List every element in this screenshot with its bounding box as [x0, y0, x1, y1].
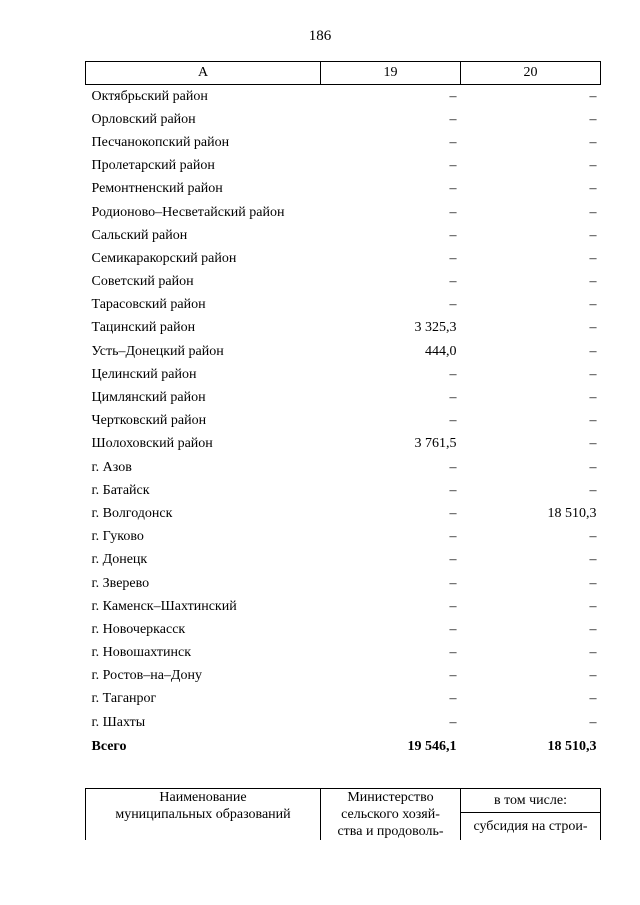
municipality-name: Целинский район	[91, 366, 197, 382]
table-row	[86, 665, 601, 688]
value-col-19: –	[449, 250, 457, 266]
municipality-name: г. Донецк	[91, 552, 148, 568]
value-col-19: –	[449, 482, 457, 498]
value-col-19: –	[449, 459, 457, 475]
municipality-name: Октябрьский район	[91, 88, 208, 104]
table-row	[86, 549, 601, 572]
value-col-20: –	[589, 111, 597, 127]
value-col-19: 3 761,5	[414, 436, 457, 452]
table-row	[86, 224, 601, 247]
table-row	[86, 618, 601, 641]
value-col-20: –	[589, 88, 597, 104]
value-col-20: –	[589, 181, 597, 197]
value-col-20: –	[589, 158, 597, 174]
table-row	[86, 595, 601, 618]
value-col-19: –	[449, 274, 457, 290]
table-row	[86, 340, 601, 363]
value-col-19: –	[449, 598, 457, 614]
value-col-19: –	[449, 691, 457, 707]
municipality-name: г. Батайск	[91, 482, 150, 498]
allocation-table	[85, 61, 601, 760]
municipality-name: Усть–Донецкий район	[91, 343, 224, 359]
value-col-19: 3 325,3	[414, 320, 457, 336]
table-row	[86, 247, 601, 270]
table-row	[86, 502, 601, 525]
value-col-19: –	[449, 621, 457, 637]
municipality-name: Пролетарский район	[91, 158, 215, 174]
table-row	[86, 386, 601, 409]
municipality-name: г. Ростов–на–Дону	[91, 668, 202, 684]
municipality-name: г. Волгодонск	[91, 505, 173, 521]
table-header	[86, 62, 601, 85]
value-col-19: –	[449, 181, 457, 197]
value-col-19: –	[449, 297, 457, 313]
value-col-19: –	[449, 390, 457, 406]
value-col-20: –	[589, 482, 597, 498]
value-col-19: –	[449, 111, 457, 127]
total-label: Всего	[91, 739, 127, 755]
table-row	[86, 433, 601, 456]
municipality-column-header	[86, 789, 321, 841]
table-row	[86, 711, 601, 734]
table-row	[86, 456, 601, 479]
table-row	[86, 526, 601, 549]
total-row	[86, 734, 601, 760]
value-col-19: –	[449, 158, 457, 174]
municipality-name: Орловский район	[91, 111, 196, 127]
municipality-header-line-1: Наименование	[159, 790, 247, 805]
ministry-header-line-3: ства и продоволь-	[337, 824, 444, 839]
ministry-column-header	[321, 789, 461, 841]
value-col-20: –	[589, 250, 597, 266]
value-col-20: –	[589, 204, 597, 220]
table-row	[86, 108, 601, 131]
value-col-20: –	[589, 366, 597, 382]
value-col-19: –	[449, 529, 457, 545]
value-col-19: –	[449, 366, 457, 382]
municipality-name: г. Гуково	[91, 529, 144, 545]
value-col-19: –	[449, 134, 457, 150]
municipality-name: Тарасовский район	[91, 297, 206, 313]
table-row	[86, 363, 601, 386]
table-row	[86, 688, 601, 711]
page-number: 186	[308, 28, 332, 44]
value-col-19: –	[449, 227, 457, 243]
value-col-19: –	[449, 552, 457, 568]
table-row	[86, 479, 601, 502]
including-header: в том числе:	[461, 789, 601, 813]
value-col-20: –	[589, 413, 597, 429]
table-row	[86, 155, 601, 178]
ministry-header-line-2: сельского хозяй-	[341, 807, 440, 822]
total-col-19: 19 546,1	[407, 739, 457, 755]
municipality-name: г. Таганрог	[91, 691, 157, 707]
municipality-name: Песчанокопский район	[91, 134, 230, 150]
municipality-name: г. Каменск–Шахтинский	[91, 598, 237, 614]
value-col-20: –	[589, 390, 597, 406]
value-col-20: –	[589, 320, 597, 336]
value-col-20: –	[589, 297, 597, 313]
municipality-name: Сальский район	[91, 227, 188, 243]
table-row	[86, 131, 601, 154]
value-col-19: –	[449, 204, 457, 220]
municipality-name: Тацинский район	[91, 320, 196, 336]
table-row	[86, 201, 601, 224]
value-col-20: –	[589, 343, 597, 359]
value-col-20: –	[589, 645, 597, 661]
municipality-name: г. Новочеркасск	[91, 621, 186, 637]
column-header-19: 19	[321, 62, 461, 85]
ministry-header-line-1: Министерство	[347, 790, 434, 805]
table-row	[86, 317, 601, 340]
value-col-20: –	[589, 134, 597, 150]
municipality-name: г. Новошахтинск	[91, 645, 192, 661]
column-header-20: 20	[461, 62, 601, 85]
value-col-20: –	[589, 529, 597, 545]
municipality-name: г. Зверево	[91, 575, 150, 591]
value-col-20: –	[589, 436, 597, 452]
table-row	[86, 572, 601, 595]
value-col-19: –	[449, 413, 457, 429]
value-col-20: –	[589, 552, 597, 568]
value-col-19: –	[449, 505, 457, 521]
column-header-a: А	[86, 62, 321, 85]
table-body	[86, 85, 601, 761]
value-col-20: –	[589, 575, 597, 591]
table-row	[86, 294, 601, 317]
value-col-19: –	[449, 714, 457, 730]
municipality-name: Чертковский район	[91, 413, 207, 429]
municipality-name: Семикаракорский район	[91, 250, 237, 266]
municipality-name: Цимлянский район	[91, 390, 206, 406]
municipality-name: г. Шахты	[91, 714, 146, 730]
municipality-header-line-2: муниципальных образований	[115, 807, 291, 822]
municipality-name: г. Азов	[91, 459, 132, 475]
table-row	[86, 642, 601, 665]
municipality-name: Родионово–Несветайский район	[91, 204, 285, 220]
value-col-19: –	[449, 668, 457, 684]
table-row	[86, 410, 601, 433]
value-col-20: –	[589, 668, 597, 684]
subsidy-column-header: субсидия на строи-	[461, 812, 601, 840]
value-col-20: –	[589, 621, 597, 637]
next-table-header	[85, 788, 601, 840]
value-col-19: 444,0	[425, 343, 457, 359]
table-row	[86, 178, 601, 201]
value-col-19: –	[449, 88, 457, 104]
value-col-20: –	[589, 714, 597, 730]
value-col-20: –	[589, 598, 597, 614]
municipality-name: Советский район	[91, 274, 194, 290]
table-row	[86, 271, 601, 294]
value-col-19: –	[449, 575, 457, 591]
value-col-20: –	[589, 274, 597, 290]
value-col-20: –	[589, 691, 597, 707]
value-col-20: –	[589, 227, 597, 243]
value-col-20: –	[589, 459, 597, 475]
municipality-name: Шолоховский район	[91, 436, 213, 452]
value-col-19: –	[449, 645, 457, 661]
municipality-name: Ремонтненский район	[91, 181, 223, 197]
value-col-20: 18 510,3	[547, 505, 597, 521]
total-col-20: 18 510,3	[547, 739, 597, 755]
table-row	[86, 85, 601, 109]
